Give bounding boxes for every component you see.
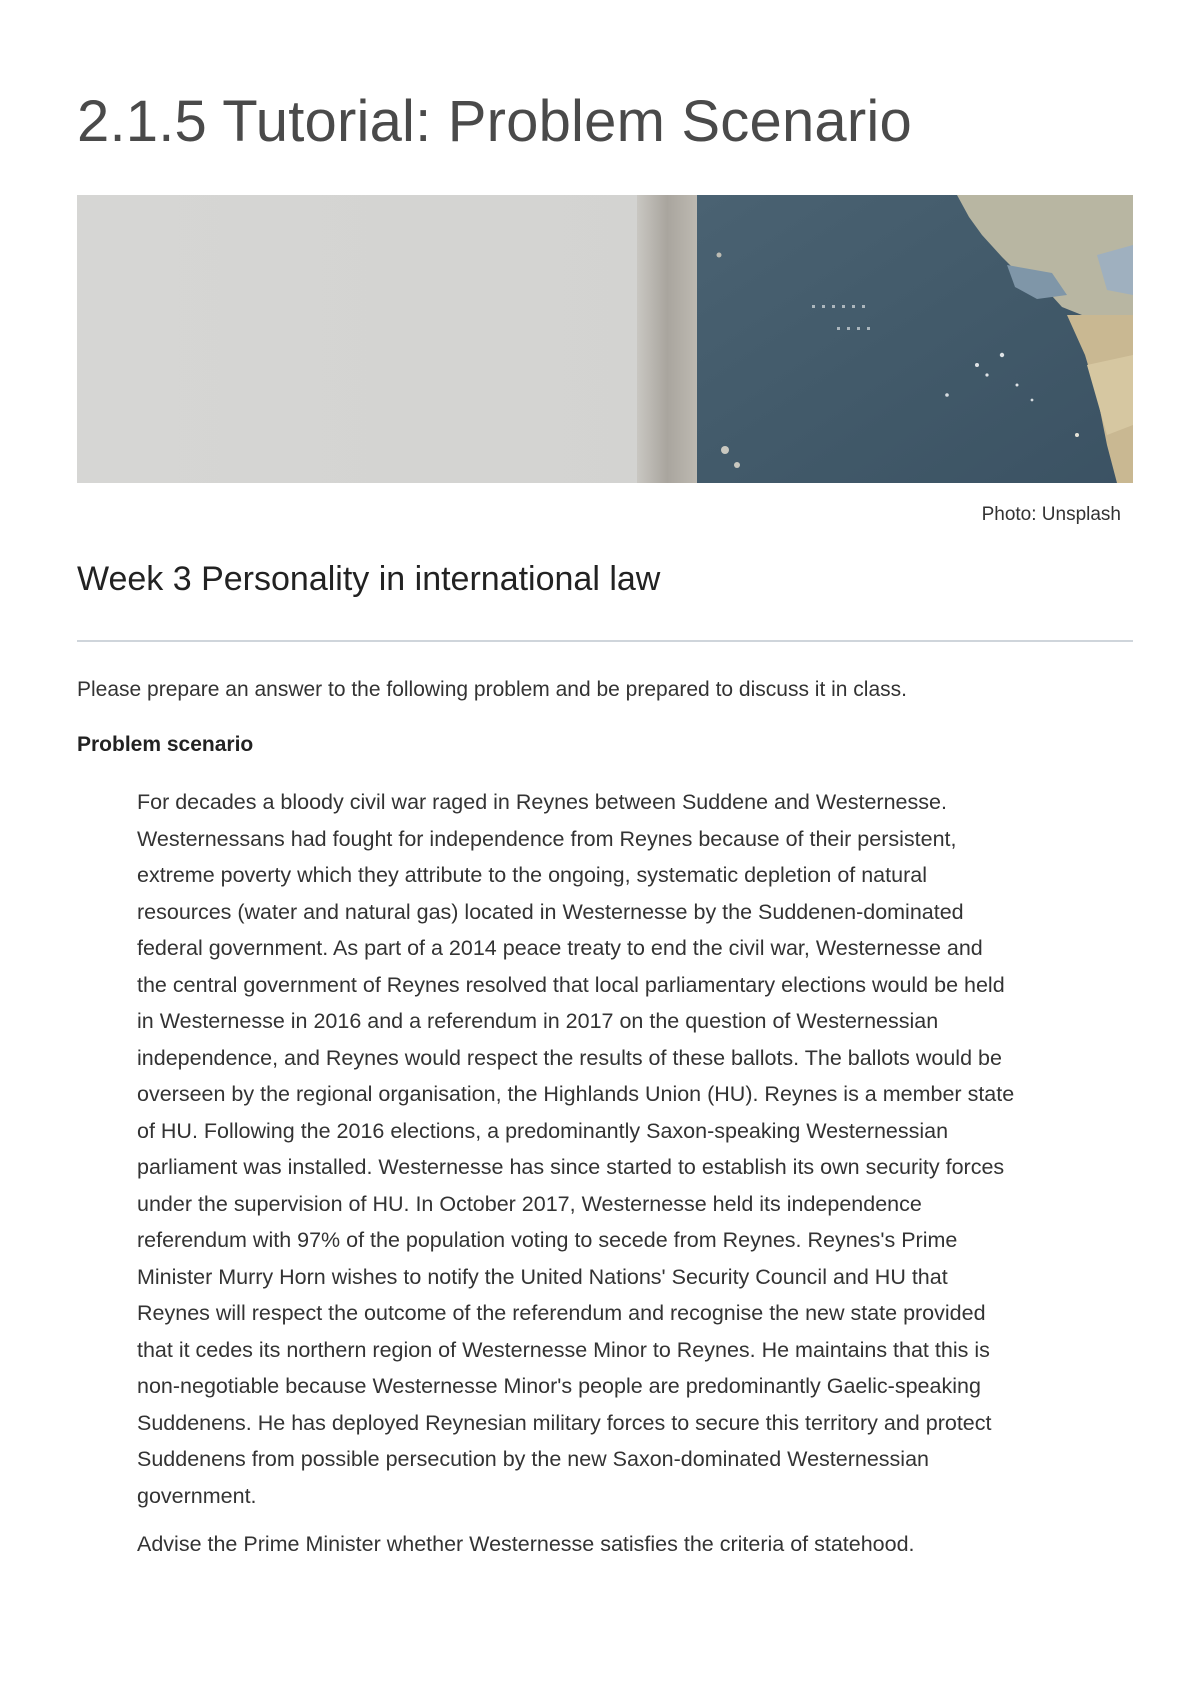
divider: [77, 640, 1133, 642]
scenario-line: government.: [137, 1483, 257, 1508]
scenario-line: Westernessans had fought for independence from Reynes because of their persistent,: [137, 826, 957, 851]
scenario-line: in Westernesse in 2016 and a referendum in 2017 on the question of Westernessian: [137, 1009, 939, 1033]
scenario-line: the central government of Reynes resolved that local parliamentary elections would be held: [137, 972, 1005, 997]
hero-image: [77, 195, 1133, 483]
wall-map-photo: [77, 195, 1133, 483]
scenario-text: [137, 784, 1137, 1514]
intro-paragraph: Please prepare an answer to the following problem and be prepared to discuss it in class.: [77, 678, 907, 701]
problem-scenario-heading: Problem scenario: [77, 733, 254, 756]
scenario-line: parliament was installed. Westernesse has since started to establish its own security forces: [137, 1155, 1005, 1179]
scenario-line: of HU. Following the 2016 elections, a predominantly Saxon-speaking Westernessian: [137, 1118, 949, 1143]
scenario-line: that it cedes its northern region of Westernesse Minor to Reynes. He maintains that this is: [137, 1337, 990, 1362]
scenario-line: overseen by the regional organisation, the Highlands Union (HU). Reynes is a member state: [137, 1082, 1015, 1106]
question-paragraph: Advise the Prime Minister whether Westernesse satisfies the criteria of statehood.: [137, 1532, 915, 1556]
scenario-line: referendum with 97% of the population voting to secede from Reynes. Reynes's Prime: [137, 1228, 958, 1252]
scenario-line: Suddenens. He has deployed Reynesian military forces to secure this territory and protect: [137, 1410, 992, 1435]
scenario-line: non-negotiable because Westernesse Minor's people are predominantly Gaelic-speaking: [137, 1374, 981, 1398]
scenario-line: For decades a bloody civil war raged in Reynes between Suddene and Westernesse.: [137, 790, 947, 814]
scenario-line: Suddenens from possible persecution by the new Saxon-dominated Westernessian: [137, 1447, 929, 1471]
scenario-line: Reynes will respect the outcome of the referendum and recognise the new state provided: [137, 1301, 986, 1325]
page-title: 2.1.5 Tutorial: Problem Scenario: [77, 89, 912, 154]
scenario-line: extreme poverty which they attribute to the ongoing, systematic depletion of natural: [137, 863, 927, 887]
scenario-line: independence, and Reynes would respect the results of these ballots. The ballots would be: [137, 1045, 1002, 1070]
scenario-line: federal government. As part of a 2014 peace treaty to end the civil war, Westernesse and: [137, 936, 983, 960]
scenario-line: resources (water and natural gas) located in Westernesse by the Suddenen-dominated: [137, 899, 964, 924]
image-caption: Photo: Unsplash: [981, 504, 1121, 525]
scenario-line: under the supervision of HU. In October 2017, Westernesse held its independence: [137, 1191, 922, 1216]
section-heading: Week 3 Personality in international law: [77, 560, 661, 598]
scenario-line: Minister Murry Horn wishes to notify the United Nations' Security Council and HU that: [137, 1264, 948, 1289]
